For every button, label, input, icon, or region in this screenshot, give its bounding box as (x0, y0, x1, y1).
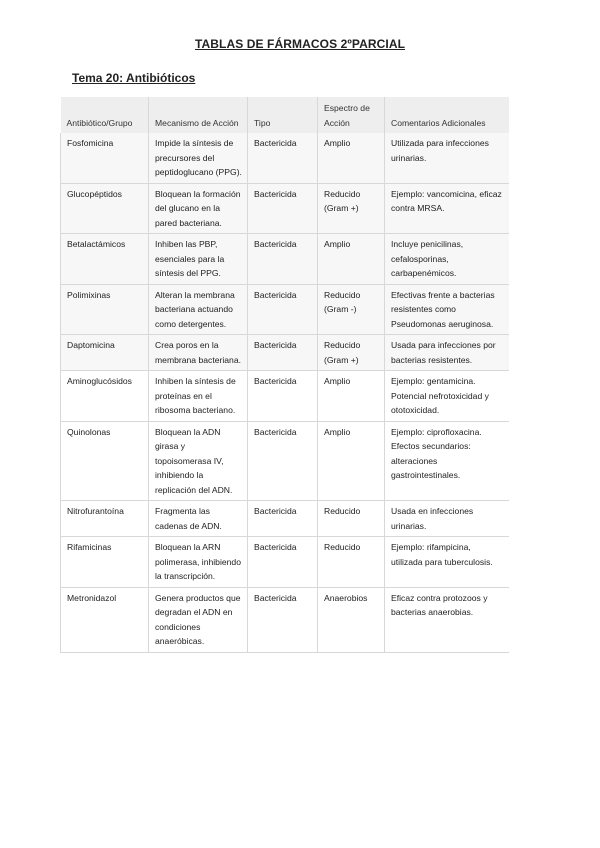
cell-spectrum: Amplio (318, 234, 385, 285)
table-row (61, 234, 509, 285)
table-header-row (61, 97, 509, 133)
cell-mechanism: Inhiben las PBP, esenciales para la síntesis del PPG. (149, 234, 248, 285)
cell-antibiotic: Quinolonas (61, 421, 149, 501)
table-row (61, 284, 509, 335)
table-row (61, 133, 509, 183)
cell-comments: Utilizada para infecciones urinarias. (385, 133, 509, 183)
header-spectrum: Espectro de Acción (318, 97, 385, 133)
cell-mechanism: Bloquean la ADN girasa y topoisomerasa IV, inhibiendo la replicación del ADN. (149, 421, 248, 501)
table-row (61, 371, 509, 422)
cell-type: Bactericida (248, 371, 318, 422)
cell-comments: Usada para infecciones por bacterias resistentes. (385, 335, 509, 371)
cell-mechanism: Bloquean la ARN polimerasa, inhibiendo la transcripción. (149, 537, 248, 588)
cell-type: Bactericida (248, 183, 318, 234)
cell-antibiotic: Polimixinas (61, 284, 149, 335)
cell-type: Bactericida (248, 537, 318, 588)
header-antibiotic: Antibiótico/Grupo (61, 97, 149, 133)
cell-mechanism: Impide la síntesis de precursores del peptidoglucano (PPG). (149, 133, 248, 183)
cell-mechanism: Inhiben la síntesis de proteínas en el ribosoma bacteriano. (149, 371, 248, 422)
cell-spectrum: Amplio (318, 133, 385, 183)
cell-comments: Incluye penicilinas, cefalosporinas, carbapenémicos. (385, 234, 509, 285)
cell-type: Bactericida (248, 284, 318, 335)
cell-antibiotic: Fosfomicina (61, 133, 149, 183)
table-row (61, 421, 509, 501)
header-type: Tipo (248, 97, 318, 133)
cell-spectrum: Reducido (318, 537, 385, 588)
cell-type: Bactericida (248, 501, 318, 537)
cell-mechanism: Alteran la membrana bacteriana actuando como detergentes. (149, 284, 248, 335)
document-title: TABLAS DE FÁRMACOS 2ºPARCIAL (194, 37, 406, 51)
cell-comments: Ejemplo: ciprofloxacina. Efectos secundarios: alteraciones gastrointestinales. (385, 421, 509, 501)
cell-comments: Ejemplo: vancomicina, eficaz contra MRSA. (385, 183, 509, 234)
table-row (61, 335, 509, 371)
cell-spectrum: Reducido (Gram +) (318, 183, 385, 234)
table-row (61, 501, 509, 537)
cell-antibiotic: Betalactámicos (61, 234, 149, 285)
cell-antibiotic: Aminoglucósidos (61, 371, 149, 422)
header-mechanism: Mecanismo de Acción (149, 97, 248, 133)
cell-mechanism: Fragmenta las cadenas de ADN. (149, 501, 248, 537)
cell-spectrum: Amplio (318, 421, 385, 501)
cell-spectrum: Reducido (Gram +) (318, 335, 385, 371)
cell-antibiotic: Glucopéptidos (61, 183, 149, 234)
cell-antibiotic: Rifamicinas (61, 537, 149, 588)
cell-comments: Efectivas frente a bacterias resistentes como Pseudomonas aeruginosa. (385, 284, 509, 335)
cell-type: Bactericida (248, 133, 318, 183)
cell-antibiotic: Nitrofurantoína (61, 501, 149, 537)
antibiotics-table (60, 97, 509, 653)
cell-comments: Ejemplo: gentamicina. Potencial nefrotoxicidad y ototoxicidad. (385, 371, 509, 422)
cell-mechanism: Bloquean la formación del glucano en la pared bacteriana. (149, 183, 248, 234)
cell-type: Bactericida (248, 335, 318, 371)
table-row (61, 587, 509, 652)
cell-type: Bactericida (248, 421, 318, 501)
header-comments: Comentarios Adicionales (385, 97, 509, 133)
cell-antibiotic: Metronidazol (61, 587, 149, 652)
cell-spectrum: Reducido (318, 501, 385, 537)
table-row (61, 537, 509, 588)
cell-type: Bactericida (248, 234, 318, 285)
cell-comments: Usada en infecciones urinarias. (385, 501, 509, 537)
cell-mechanism: Genera productos que degradan el ADN en condiciones anaeróbicas. (149, 587, 248, 652)
cell-mechanism: Crea poros en la membrana bacteriana. (149, 335, 248, 371)
cell-comments: Eficaz contra protozoos y bacterias anaerobias. (385, 587, 509, 652)
section-title: Tema 20: Antibióticos (72, 71, 196, 85)
cell-comments: Ejemplo: rifampicina, utilizada para tuberculosis. (385, 537, 509, 588)
cell-spectrum: Anaerobios (318, 587, 385, 652)
table-row (61, 183, 509, 234)
cell-antibiotic: Daptomicina (61, 335, 149, 371)
cell-type: Bactericida (248, 587, 318, 652)
cell-spectrum: Reducido (Gram -) (318, 284, 385, 335)
cell-spectrum: Amplio (318, 371, 385, 422)
